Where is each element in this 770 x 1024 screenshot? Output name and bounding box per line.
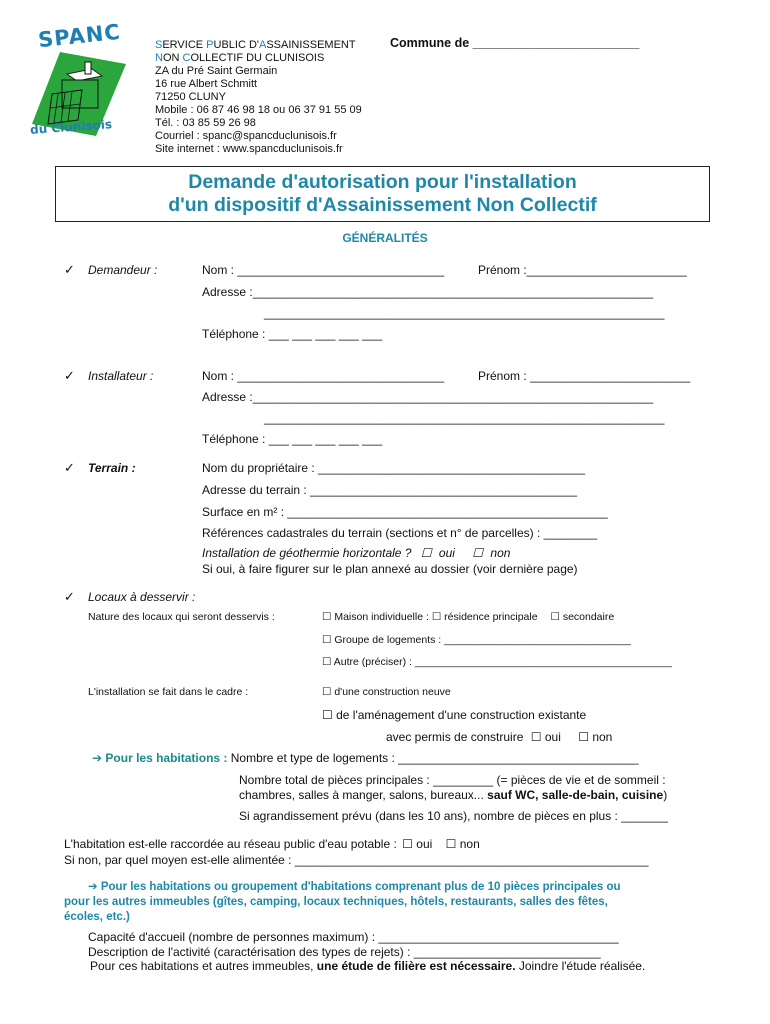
installateur-prenom-field[interactable]: Prénom : ________________________: [478, 369, 691, 383]
groupe-row: [322, 634, 631, 647]
demandeur-adresse-field[interactable]: Adresse :____________________________________________________________: [202, 285, 654, 299]
neuve-label: d'une construction neuve: [334, 686, 451, 698]
address-line: 71250 CLUNY: [155, 91, 226, 103]
installateur-label: Installateur :: [88, 369, 154, 383]
demandeur-label: Demandeur :: [88, 263, 158, 277]
address-block: [155, 65, 362, 156]
raccord-non-checkbox[interactable]: ☐: [445, 837, 457, 851]
locaux-label: Locaux à desservir :: [88, 590, 196, 604]
references-cadastrales-field[interactable]: Références cadastrales du terrain (sections et n° de parcelles) : ________: [202, 526, 598, 540]
permis-non-checkbox[interactable]: ☐: [578, 730, 589, 744]
permis-oui-checkbox[interactable]: ☐: [530, 730, 542, 744]
terrain-label: Terrain :: [88, 461, 136, 475]
existante-checkbox[interactable]: ☐: [322, 708, 333, 722]
secondaire-checkbox[interactable]: ☐: [550, 611, 560, 623]
permis-non-label: non: [592, 730, 613, 744]
service-name: SERVICE PUBLIC D'ASSAINISSEMENT: [155, 39, 356, 51]
page-title-line1: Demande d'autorisation pour l'installation: [188, 171, 577, 193]
geothermie-question: Installation de géothermie horizontale ?: [202, 546, 412, 560]
spanc-logo: [22, 19, 132, 144]
arrow-icon: ➔: [92, 751, 103, 765]
etude-note: Pour ces habitations et autres immeubles, une étude de filière est nécessaire. Joindre l'étude réalisée.: [90, 959, 646, 973]
description-field[interactable]: Description de l'activité (caractérisation des types de rejets) : ____________________________: [88, 945, 601, 959]
check-icon: ✓: [64, 368, 75, 383]
title-box: [55, 166, 710, 222]
existante-label: de l'aménagement d'une construction existante: [336, 708, 587, 722]
geothermie-oui-checkbox[interactable]: ☐: [420, 546, 432, 560]
raccord-question: L'habitation est-elle raccordée au réseau public d'eau potable :: [64, 837, 397, 851]
service-name-line2: NON COLLECTIF DU CLUNISOIS: [155, 52, 325, 64]
installateur-adresse-field-2[interactable]: ____________________________________________________________: [264, 411, 665, 425]
demandeur-prenom-field[interactable]: Prénom :________________________: [478, 263, 687, 277]
autre-field[interactable]: Autre (préciser) : ____________________________________________: [333, 656, 672, 668]
secondaire-label: secondaire: [562, 611, 615, 623]
raccord-non-label: non: [459, 837, 480, 851]
maison-label: Maison individuelle :: [334, 611, 429, 623]
address-line: ZA du Pré Saint Germain: [155, 65, 278, 77]
geothermie-oui-label: oui: [438, 546, 455, 560]
permis-row: [386, 730, 612, 745]
nombre-type-field[interactable]: Nombre et type de logements : ____________________________________: [230, 751, 639, 765]
installateur-nom-field[interactable]: Nom : _______________________________: [202, 369, 445, 383]
demandeur-telephone-field[interactable]: Téléphone : ___ ___ ___ ___ ___: [202, 327, 383, 341]
phone-line: Tél. : 03 85 59 26 98: [155, 117, 256, 129]
geothermie-non-label: non: [490, 546, 511, 560]
neuve-checkbox[interactable]: ☐: [322, 686, 332, 698]
maison-row: [322, 611, 614, 624]
pieces-line1[interactable]: Nombre total de pièces principales : _________ (= pièces de vie et de sommeil :: [239, 773, 666, 787]
commune-field[interactable]: Commune de ________________________: [390, 36, 640, 50]
mobile-line: Mobile : 06 87 46 98 18 ou 06 37 91 55 09: [155, 104, 362, 116]
email-line: Courriel : spanc@spancduclunisois.fr: [155, 130, 337, 142]
check-icon: ✓: [64, 460, 75, 475]
maison-checkbox[interactable]: ☐: [322, 611, 332, 623]
adresse-terrain-field[interactable]: Adresse du terrain : ________________________________________: [202, 483, 578, 497]
geothermie-non-checkbox[interactable]: ☐: [472, 546, 484, 560]
arrow-icon: ➔: [88, 879, 98, 893]
groupe-field[interactable]: Groupe de logements : ________________________________: [334, 634, 631, 646]
check-icon: ✓: [64, 262, 75, 277]
existante-row: [322, 708, 586, 723]
permis-oui-label: oui: [544, 730, 561, 744]
alimentation-field[interactable]: Si non, par quel moyen est-elle alimentée : _____________________________________________________: [64, 853, 649, 867]
raccord-row: [64, 837, 480, 852]
cadre-label: L'installation se fait dans le cadre :: [88, 686, 249, 698]
check-icon: ✓: [64, 589, 75, 604]
groupe-checkbox[interactable]: ☐: [322, 634, 332, 646]
groupement-heading: ➔ Pour les habitations ou groupement d'habitations comprenant plus de 10 pièces principales ou pour les autres immeubles (gîtes, camping, locaux techniques, hôtels, restaurants, salles des fêtes, écoles, etc.): [64, 879, 621, 923]
si-oui-note: Si oui, à faire figurer sur le plan annexé au dossier (voir dernière page): [202, 562, 578, 576]
raccord-oui-label: oui: [416, 837, 433, 851]
logo-subtitle: du Clunisois: [29, 117, 113, 137]
proprietaire-field[interactable]: Nom du propriétaire : ________________________________________: [202, 461, 586, 475]
demandeur-adresse-field-2[interactable]: ____________________________________________________________: [264, 306, 665, 320]
website-line: Site internet : www.spancduclunisois.fr: [155, 143, 343, 155]
page-title-line2: d'un dispositif d'Assainissement Non Collectif: [168, 194, 597, 216]
permis-label: avec permis de construire: [386, 730, 524, 744]
autre-checkbox[interactable]: ☐: [322, 656, 332, 668]
neuve-row: [322, 686, 451, 699]
logo-title: SPANC: [36, 19, 122, 53]
geothermie-row: [202, 546, 510, 561]
nature-locaux-label: Nature des locaux qui seront desservis :: [88, 611, 275, 623]
installateur-telephone-field[interactable]: Téléphone : ___ ___ ___ ___ ___: [202, 432, 383, 446]
surface-field[interactable]: Surface en m² : ________________________________________________: [202, 505, 608, 519]
capacite-field[interactable]: Capacité d'accueil (nombre de personnes maximum) : ____________________________________: [88, 930, 619, 944]
pieces-line2: chambres, salles à manger, salons, bureaux... sauf WC, salle-de-bain, cuisine): [239, 788, 668, 802]
section-title: GÉNÉRALITÉS: [342, 231, 428, 245]
address-line: 16 rue Albert Schmitt: [155, 78, 258, 90]
residence-checkbox[interactable]: ☐: [431, 611, 442, 623]
habitations-row: [92, 751, 638, 766]
autre-row: [322, 656, 672, 669]
habitations-label: Pour les habitations :: [105, 751, 228, 765]
raccord-oui-checkbox[interactable]: ☐: [402, 837, 413, 851]
installateur-adresse-field[interactable]: Adresse :____________________________________________________________: [202, 390, 654, 404]
agrandissement-field[interactable]: Si agrandissement prévu (dans les 10 ans), nombre de pièces en plus : _______: [239, 809, 668, 823]
residence-label: résidence principale: [444, 611, 538, 623]
demandeur-nom-field[interactable]: Nom : _______________________________: [202, 263, 445, 277]
